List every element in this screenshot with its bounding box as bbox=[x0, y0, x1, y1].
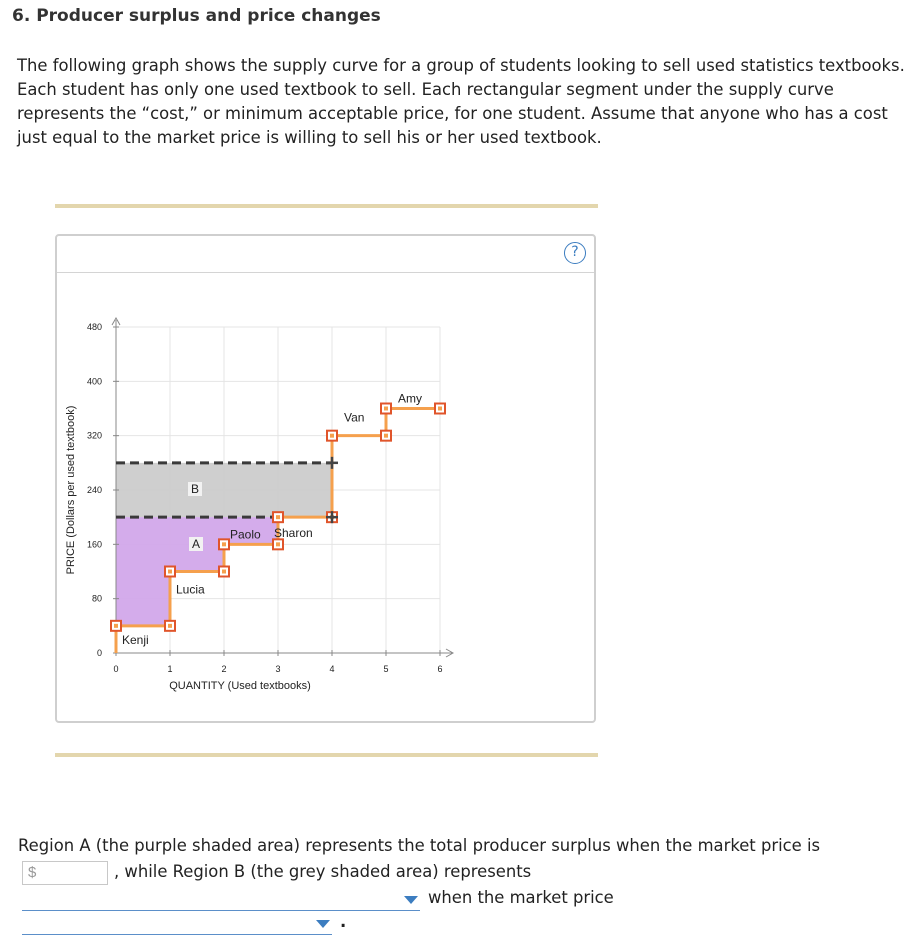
supply-handle-core bbox=[384, 407, 388, 411]
dollar-sign: $ bbox=[28, 864, 37, 881]
x-tick-label: 1 bbox=[167, 664, 173, 674]
question-line-1: Region A (the purple shaded area) represents the total producer surplus when the market price is bbox=[18, 836, 821, 855]
supply-handle-core bbox=[276, 515, 280, 519]
question-line-3: when the market price bbox=[428, 888, 614, 907]
x-tick-label: 5 bbox=[383, 664, 389, 674]
student-label-paolo: Paolo bbox=[230, 527, 261, 542]
supply-handle-core bbox=[114, 624, 118, 628]
student-label-kenji: Kenji bbox=[122, 632, 149, 647]
supply-handle-core bbox=[168, 624, 172, 628]
x-tick-label: 0 bbox=[113, 664, 119, 674]
y-tick-label: 480 bbox=[86, 322, 102, 332]
region-a-label: A bbox=[192, 537, 201, 551]
y-tick-label: 0 bbox=[96, 648, 102, 658]
y-tick-label: 320 bbox=[86, 430, 102, 441]
supply-handle-core bbox=[276, 542, 280, 546]
supply-handle-core bbox=[384, 434, 388, 438]
y-tick-label: 400 bbox=[86, 376, 102, 387]
student-label-lucia: Lucia bbox=[176, 582, 205, 597]
chevron-down-icon bbox=[316, 920, 330, 928]
y-tick-label: 80 bbox=[91, 593, 102, 604]
supply-handle-core bbox=[222, 542, 226, 546]
y-tick-label: 160 bbox=[86, 539, 102, 550]
price-change-dropdown[interactable] bbox=[22, 912, 332, 935]
supply-handle-core bbox=[438, 407, 442, 411]
supply-handle-core bbox=[168, 570, 172, 574]
chevron-down-icon bbox=[404, 896, 418, 904]
y-axis-label: PRICE (Dollars per used textbook) bbox=[65, 405, 77, 575]
price-input-box[interactable] bbox=[22, 861, 108, 885]
region-b-dropdown[interactable] bbox=[22, 888, 420, 911]
x-tick-label: 2 bbox=[221, 664, 227, 674]
intro-paragraph: The following graph shows the supply curve for a group of students looking to sell used statistics textbooks. Each student has only one used textbook to sell. Each rectangular segment under the supply curve represents the “cost,” or minimum acceptable price, for one student. Assume that anyone who has a cost just equal to the market price is willing to sell his or her used textbook. bbox=[17, 56, 905, 147]
x-tick-label: 4 bbox=[329, 664, 335, 674]
help-icon[interactable]: ? bbox=[564, 242, 586, 264]
question-period: . bbox=[340, 912, 347, 931]
x-axis-label: QUANTITY (Used textbooks) bbox=[169, 680, 311, 692]
supply-handle-core bbox=[222, 570, 226, 574]
page-title: 6. Producer surplus and price changes bbox=[12, 6, 381, 26]
supply-handle-core bbox=[330, 434, 334, 438]
x-tick-label: 3 bbox=[275, 664, 281, 674]
student-label-amy: Amy bbox=[398, 391, 422, 406]
price-input[interactable] bbox=[41, 863, 107, 885]
region-b-label: B bbox=[191, 482, 200, 496]
student-label-sharon: Sharon bbox=[274, 526, 313, 541]
student-label-van: Van bbox=[344, 410, 365, 425]
question-line-2: , while Region B (the grey shaded area) represents bbox=[114, 862, 532, 881]
region-b bbox=[116, 463, 332, 517]
x-tick-label: 6 bbox=[437, 664, 443, 674]
y-tick-label: 240 bbox=[86, 485, 102, 495]
bottom-divider bbox=[55, 753, 598, 757]
